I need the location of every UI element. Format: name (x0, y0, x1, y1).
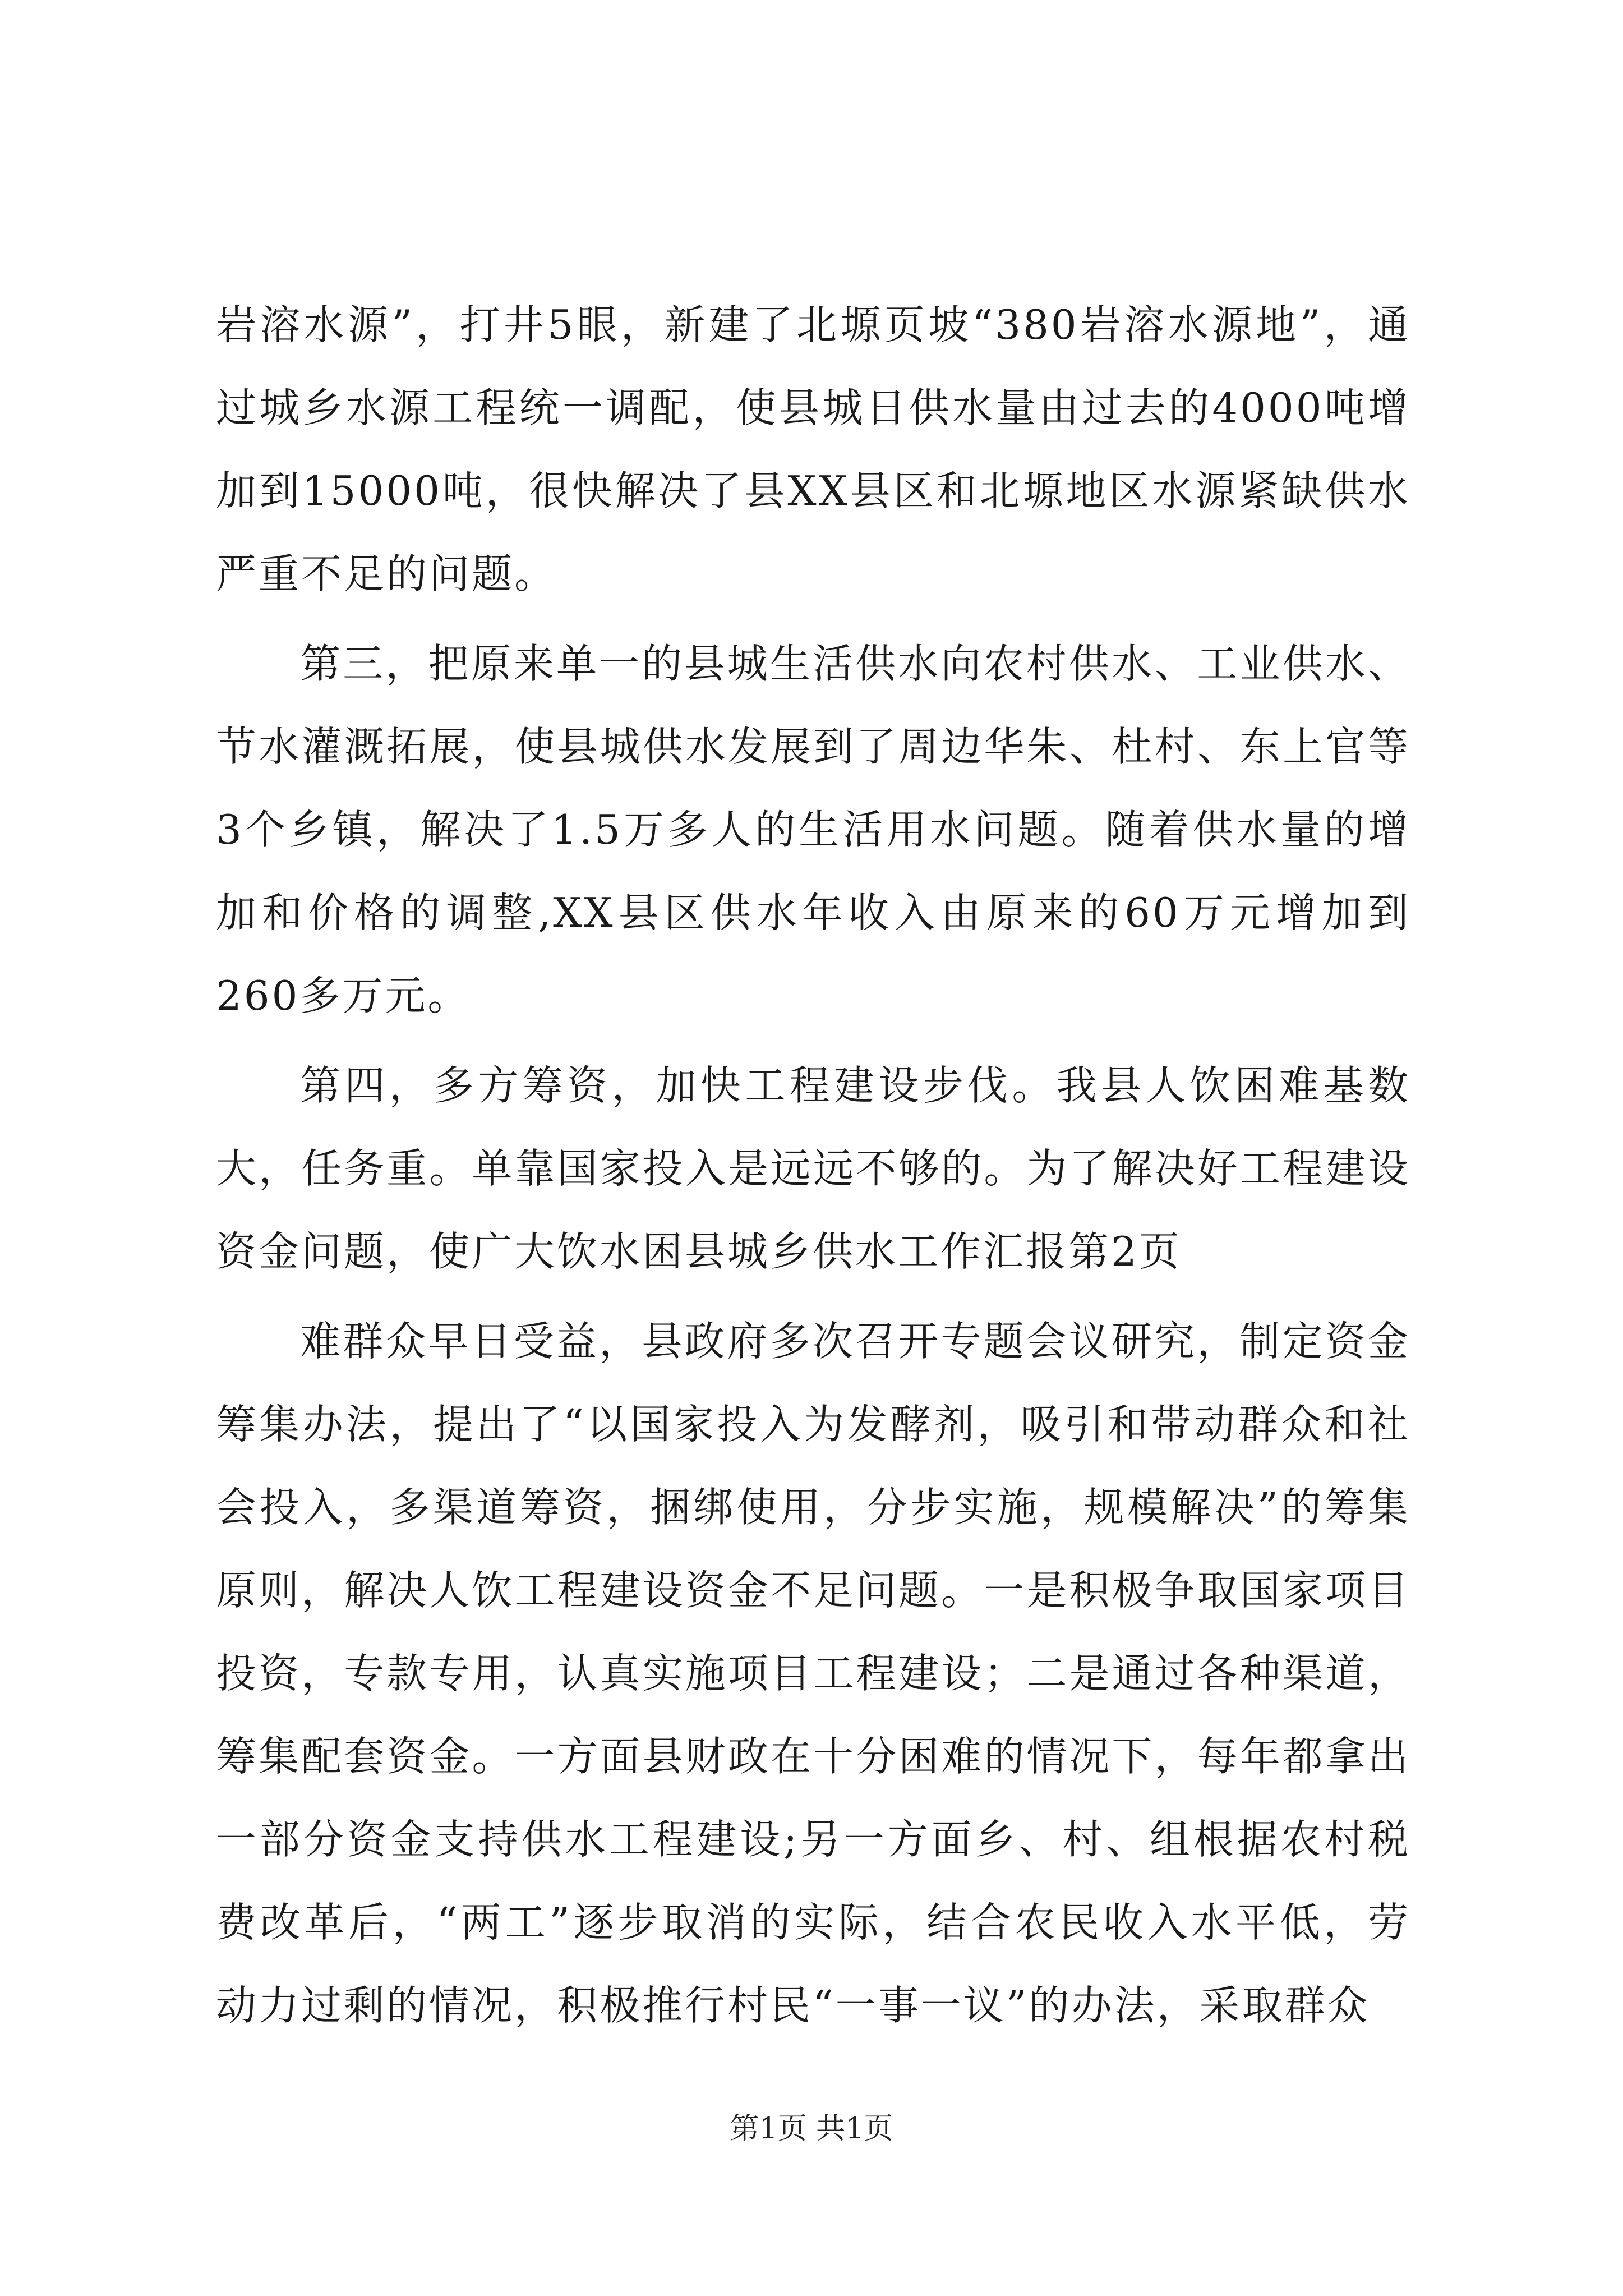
paragraph-2: 第三，把原来单一的县城生活供水向农村供水、工业供水、节水灌溉拓展，使县城供水发展到了周边华朱、杜村、东上官等3个乡镇，解决了1.5万多人的生活用水问题。随着供水量的增加和价格的调整,XX县区供水年收入由原来的60万元增加到260多万元。 (216, 640, 1410, 1019)
paragraph-3: 第四，多方筹资，加快工程建设步伐。我县人饮困难基数大，任务重。单靠国家投入是远远不够的。为了解决好工程建设资金问题，使广大饮水困县城乡供水工作汇报第2页 (216, 1062, 1410, 1275)
document-body (216, 283, 1410, 2047)
page-footer: 第1页 共1页 (730, 2112, 893, 2146)
paragraph-4: 难群众早日受益，县政府多次召开专题会议研究，制定资金筹集办法，提出了“以国家投入为发酵剂，吸引和带动群众和社会投入，多渠道筹资，捆绑使用，分步实施，规模解决”的筹集原则，解决人饮工程建设资金不足问题。一是积极争取国家项目投资，专款专用，认真实施项目工程建设；二是通过各种渠道，筹集配套资金。一方面县财政在十分困难的情况下，每年都拿出一部分资金支持供水工程建设;另一方面乡、村、组根据农村税费改革后，“两工”逐步取消的实际，结合农民收入水平低，劳动力过剩的情况，积极推行村民“一事一议”的办法，采取群众 (216, 1318, 1410, 2029)
paragraph-1: 岩溶水源”，打井5眼，新建了北塬页坡“380岩溶水源地”，通过城乡水源工程统一调配，使县城日供水量由过去的4000吨增加到15000吨，很快解决了县XX县区和北塬地区水源紧缺供水严重不足的问题。 (216, 301, 1410, 597)
